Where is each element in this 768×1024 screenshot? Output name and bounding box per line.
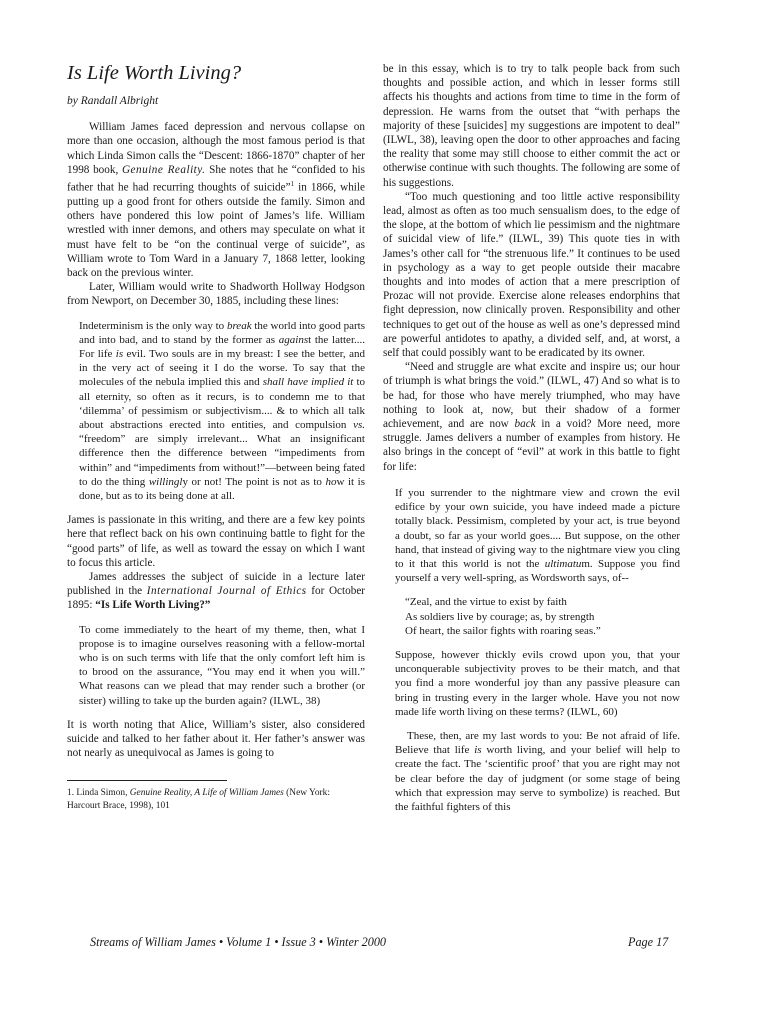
continuation-paragraph: be in this essay, which is to try to talk people back from such thoughts and possible action, and which in lesser forms still affects his thoughts and actions from time to time in the form of depression. He warns from the outset that “with perhaps the majority of these [suicides] my suggestions are impotent to deal” (ILWL, 38), leaving open the door to other approaches and facing the reality that some may still choose to either commit the act or otherwise continue with such thoughts. The following are some of his suggestions. [383, 63, 680, 189]
footnote-divider [67, 780, 227, 781]
left-column [67, 60, 365, 812]
hodgson-intro-paragraph: Later, William would write to Shadworth Hollway Hodgson from Newport, on December 30, 1885, including these lines: [67, 281, 365, 308]
subjectivity-block-quote: Suppose, however thickly evils crowd upon you, that your unconquerable subjectivity proves to be their match, and that you find a more wonderful joy than any passive pleasure can bring in trusting every in the larger whole. Have you not now made life worth living on these terms? (ILWL, 60) [395, 648, 680, 718]
questioning-paragraph: “Too much questioning and too little active responsibility lead, almost as often as too much sensualism does, to the edge of the slope, at the bottom of which lie pessimism and the nightmare of suicidal view of life.” (ILWL, 39) This quote ties in with James’s other call for “the strenuous life.” It continues to be used in psychology as a way to get people outside their macabre thoughts and into modes of action that a mere prescription of Prozac will not provide. Exercise alone releases endorphins that fight depression, now clinically proven. Responsibility and other techniques to get out of the house as well as one’s depressed mind are powerful antidotes to apathy, a divided self, and, at worst, a self that could possibly want to be eradicated by its owner. [383, 190, 680, 360]
lecture-paragraph: James addresses the subject of suicide in a lecture later published in the International Journal of Ethics for October 1895: “Is Life Worth Living?” [67, 571, 366, 612]
article-title: Is Life Worth Living? [67, 62, 242, 84]
alice-paragraph: It is worth noting that Alice, William’s sister, also considered suicide and talked to her father about it. Her father’s answer was not nearly as unequivocal as James is going to [67, 718, 365, 760]
wordsworth-poem [405, 595, 680, 638]
page-number: Page 17 [628, 935, 669, 949]
poem-line: Of heart, the sailor fights with roaring seas.” [405, 624, 601, 637]
intro-paragraph: William James faced depression and nervous collapse on more than one occasion, although the most famous period is that which Linda Simon calls the “Descent: 1866-1870” chapter of her 1998 book, Genuine Reality. She notes that he “confided to his father that he had recurring thoughts of suicide”$^1$ in 1866, while putting up a good front for others outside the family. Simon and others have pondered this low point of James’s life. William wrestled with inner demons, and others may speculate on what it must have felt to be “on the continual verge of suicide”, as William wrote to Tom Ward in a January 7, 1868 letter, looking back on the previous winter. [67, 121, 366, 279]
ilwl-block-quote: To come immediately to the heart of my theme, then, what I propose is to imagine ourselves reasoning with a fellow-mortal who is on such terms with life that the only comfort left him is to brood on the assurance, “You may end it when you will.” What reasons can we plead that may render such a brother (or sister) willing to take up the burden again? (ILWL, 38) [79, 623, 365, 707]
footnote: 1. Linda Simon, Genuine Reality, A Life of William James (New York: Harcourt Brace, 1998), 101 [67, 788, 330, 811]
footnote-marker: 1 [290, 180, 295, 189]
right-column [383, 62, 680, 824]
poem-line: As soldiers live by courage; as, by strength [405, 610, 595, 623]
poem-line: “Zeal, and the virtue to exist by faith [405, 596, 567, 609]
last-words-block-quote: These, then, are my last words to you: Be not afraid of life. Believe that life is worth living, and your belief will help to create the fact. The ‘scientific proof’ that you are right may not be clear before the day of judgment (or some stage of being which that expression may serve to symbolize) is reached. But the faithful fighters of this [395, 729, 681, 813]
passion-paragraph: James is passionate in this writing, and there are a few key points here that reflect back on his own continuing battle to fight for the “good parts” of life, as well as toward the essay on which I want to focus this article. [67, 514, 365, 569]
struggle-paragraph: “Need and struggle are what excite and inspire us; our hour of triumph is what brings the void.” (ILWL, 47) And so what is to be had, for those who have merely triumphed, who may have nothing to look at, now, but their shadow of a former achievement, and are now back in a void? More need, more struggle. James delivers a number of examples from history. He also brings in the concept of “evil” at work in this battle to fight for life: [383, 361, 680, 473]
journal-footer: Streams of William James • Volume 1 • Issue 3 • Winter 2000 [90, 935, 387, 949]
hodgson-block-quote: Indeterminism is the only way to break the world into good parts and into bad, and to stand by the former as against the latter.... For life is evil. Two souls are in my breast: I see the better, and in the very act of seeing it I do the worse. To say that the molecules of the nebula implied this and shall have implied it to all eternity, so often as it recurs, is to condemn me to that ‘dilemma’ of pessimism or subjectivism.... & to which all talk about abstractions erected into entities, and compulsion vs. “freedom” are simply irrelevant... What an insignificant difference then the difference between “impediments from within” and “impediments from without!”—between being fated to do the thing willingly or not! The point is not as to how it is done, but as to its being done at all. [79, 319, 366, 503]
nightmare-block-quote: If you surrender to the nightmare view and crown the evil edifice by your own suicide, you have indeed made a picture totally black. Pessimism, completed by your act, is true beyond a doubt, so far as your world goes.... But suppose, on the other hand, that instead of giving way to the nightmare view you cling to it that this world is not the ultimatum. Suppose you find yourself a very well-spring, as Wordsworth says, of-- [395, 486, 680, 585]
article-byline: by Randall Albright [67, 95, 159, 107]
